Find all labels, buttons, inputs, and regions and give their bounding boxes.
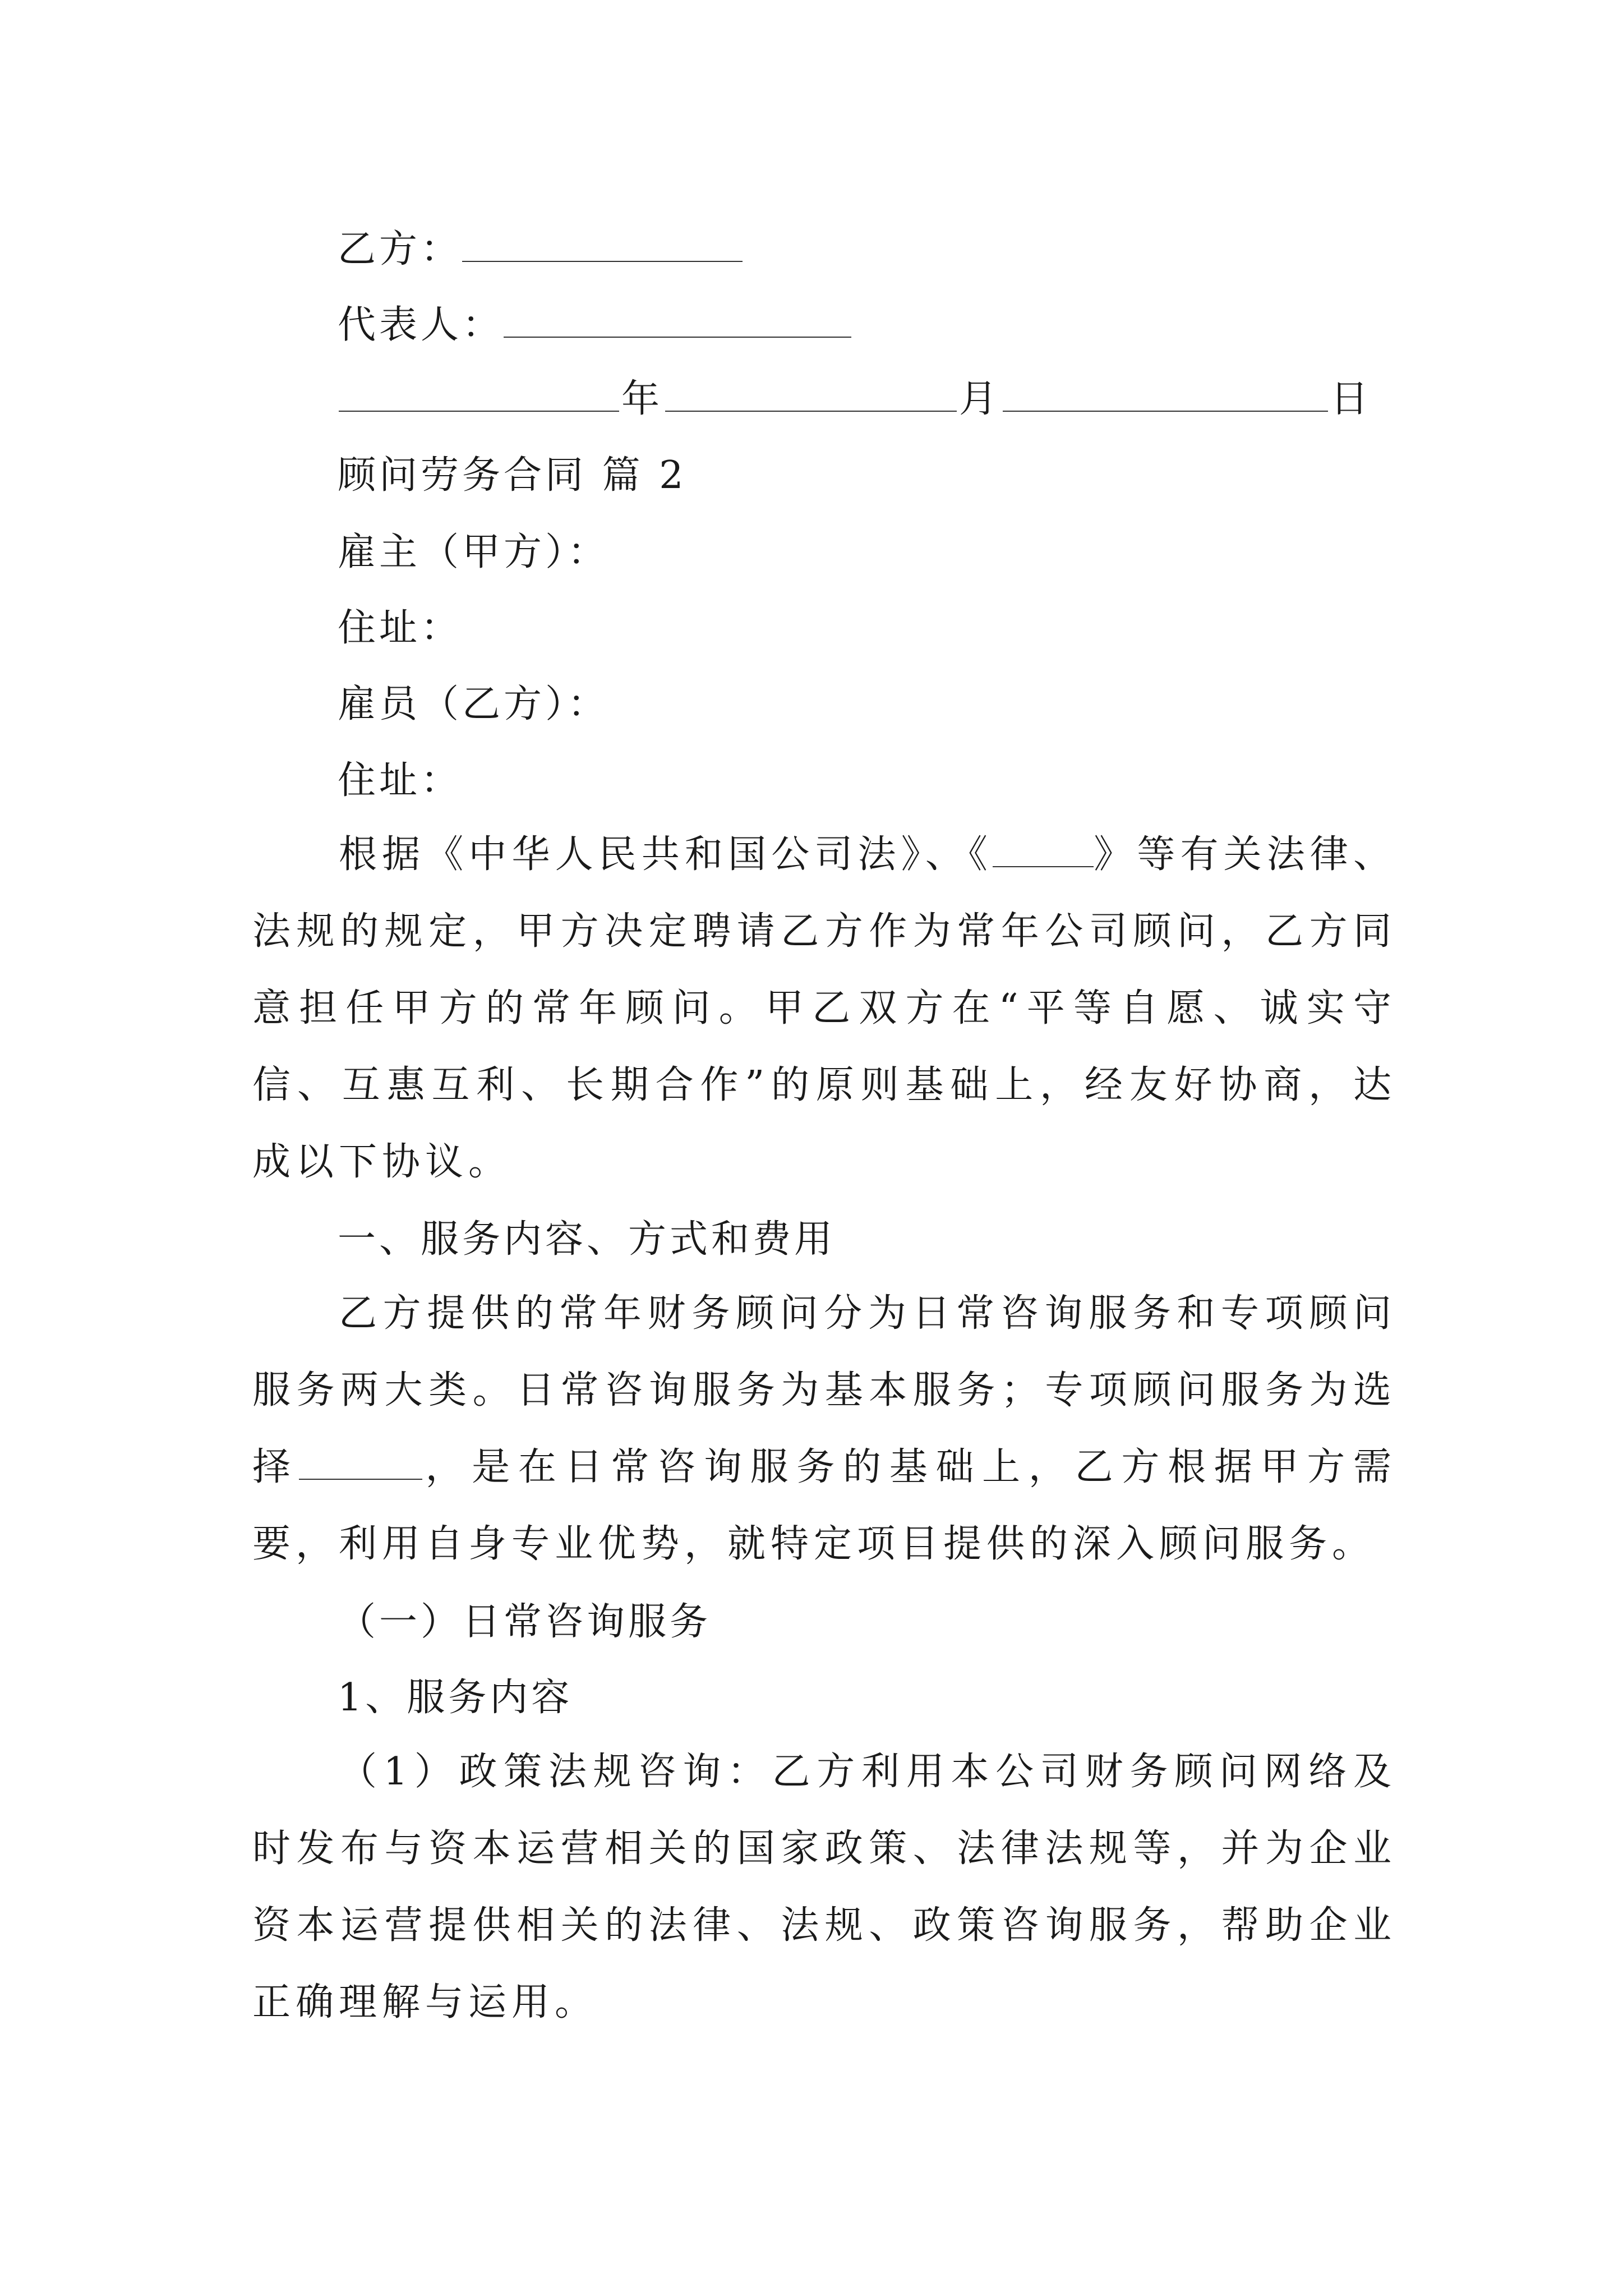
intro-paragraph	[252, 816, 1396, 1200]
law-name-blank	[993, 866, 1094, 867]
contract-title: 顾问劳务合同 篇 2	[338, 453, 687, 498]
employee-label: 雇员（乙方）：	[338, 682, 610, 726]
representative-label: 代表人：	[338, 303, 504, 347]
month-label: 月	[959, 377, 1001, 421]
item1-heading: 1、服务内容	[338, 1676, 573, 1720]
employee-address-label: 住址：	[338, 758, 463, 803]
section1-paragraph	[252, 1275, 1396, 1582]
employer-label: 雇主（甲方）：	[338, 530, 610, 574]
day-blank	[1003, 410, 1328, 412]
subsection1-heading: （一）日常咨询服务	[338, 1600, 712, 1644]
section1-heading: 一、服务内容、方式和费用	[338, 1217, 836, 1262]
section1-text-start: 乙方提供的常年财务顾问分为日常咨询服务和专项顾问服务两大类。日常咨询服务为基本服务；专项顾问服务为选择	[252, 1291, 1396, 1489]
representative-signature-line	[338, 303, 851, 348]
party-b-blank	[462, 260, 743, 262]
employer-address-label: 住址：	[338, 606, 463, 650]
intro-text-start: 根据《中华人民共和国公司法》、《	[339, 832, 993, 877]
representative-blank	[504, 336, 851, 338]
date-line	[336, 377, 1372, 422]
intro-text-end: 》等有关法律、法规的规定，甲方决定聘请乙方作为常年公司顾问，乙方同意担任甲方的常年顾问。甲乙双方在“平等自愿、诚实守信、互惠互利、长期合作”的原则基础上，经友好协商，达成以下协议。	[252, 832, 1396, 1184]
day-label: 日	[1330, 377, 1372, 421]
section1-text-end: ，是在日常咨询服务的基础上，乙方根据甲方需要，利用自身专业优势，就特定项目提供的深入顾问服务。	[252, 1445, 1396, 1566]
option-blank	[299, 1478, 422, 1480]
party-b-label: 乙方：	[338, 227, 463, 272]
year-label: 年	[621, 377, 663, 421]
item1-1-paragraph: （1）政策法规咨询：乙方利用本公司财务顾问网络及时发布与资本运营相关的国家政策、法律法规等，并为企业资本运营提供相关的法律、法规、政策咨询服务，帮助企业正确理解与运用。	[252, 1750, 1396, 2024]
year-blank	[339, 410, 619, 412]
party-b-signature-line	[338, 227, 743, 272]
month-blank	[665, 410, 957, 412]
